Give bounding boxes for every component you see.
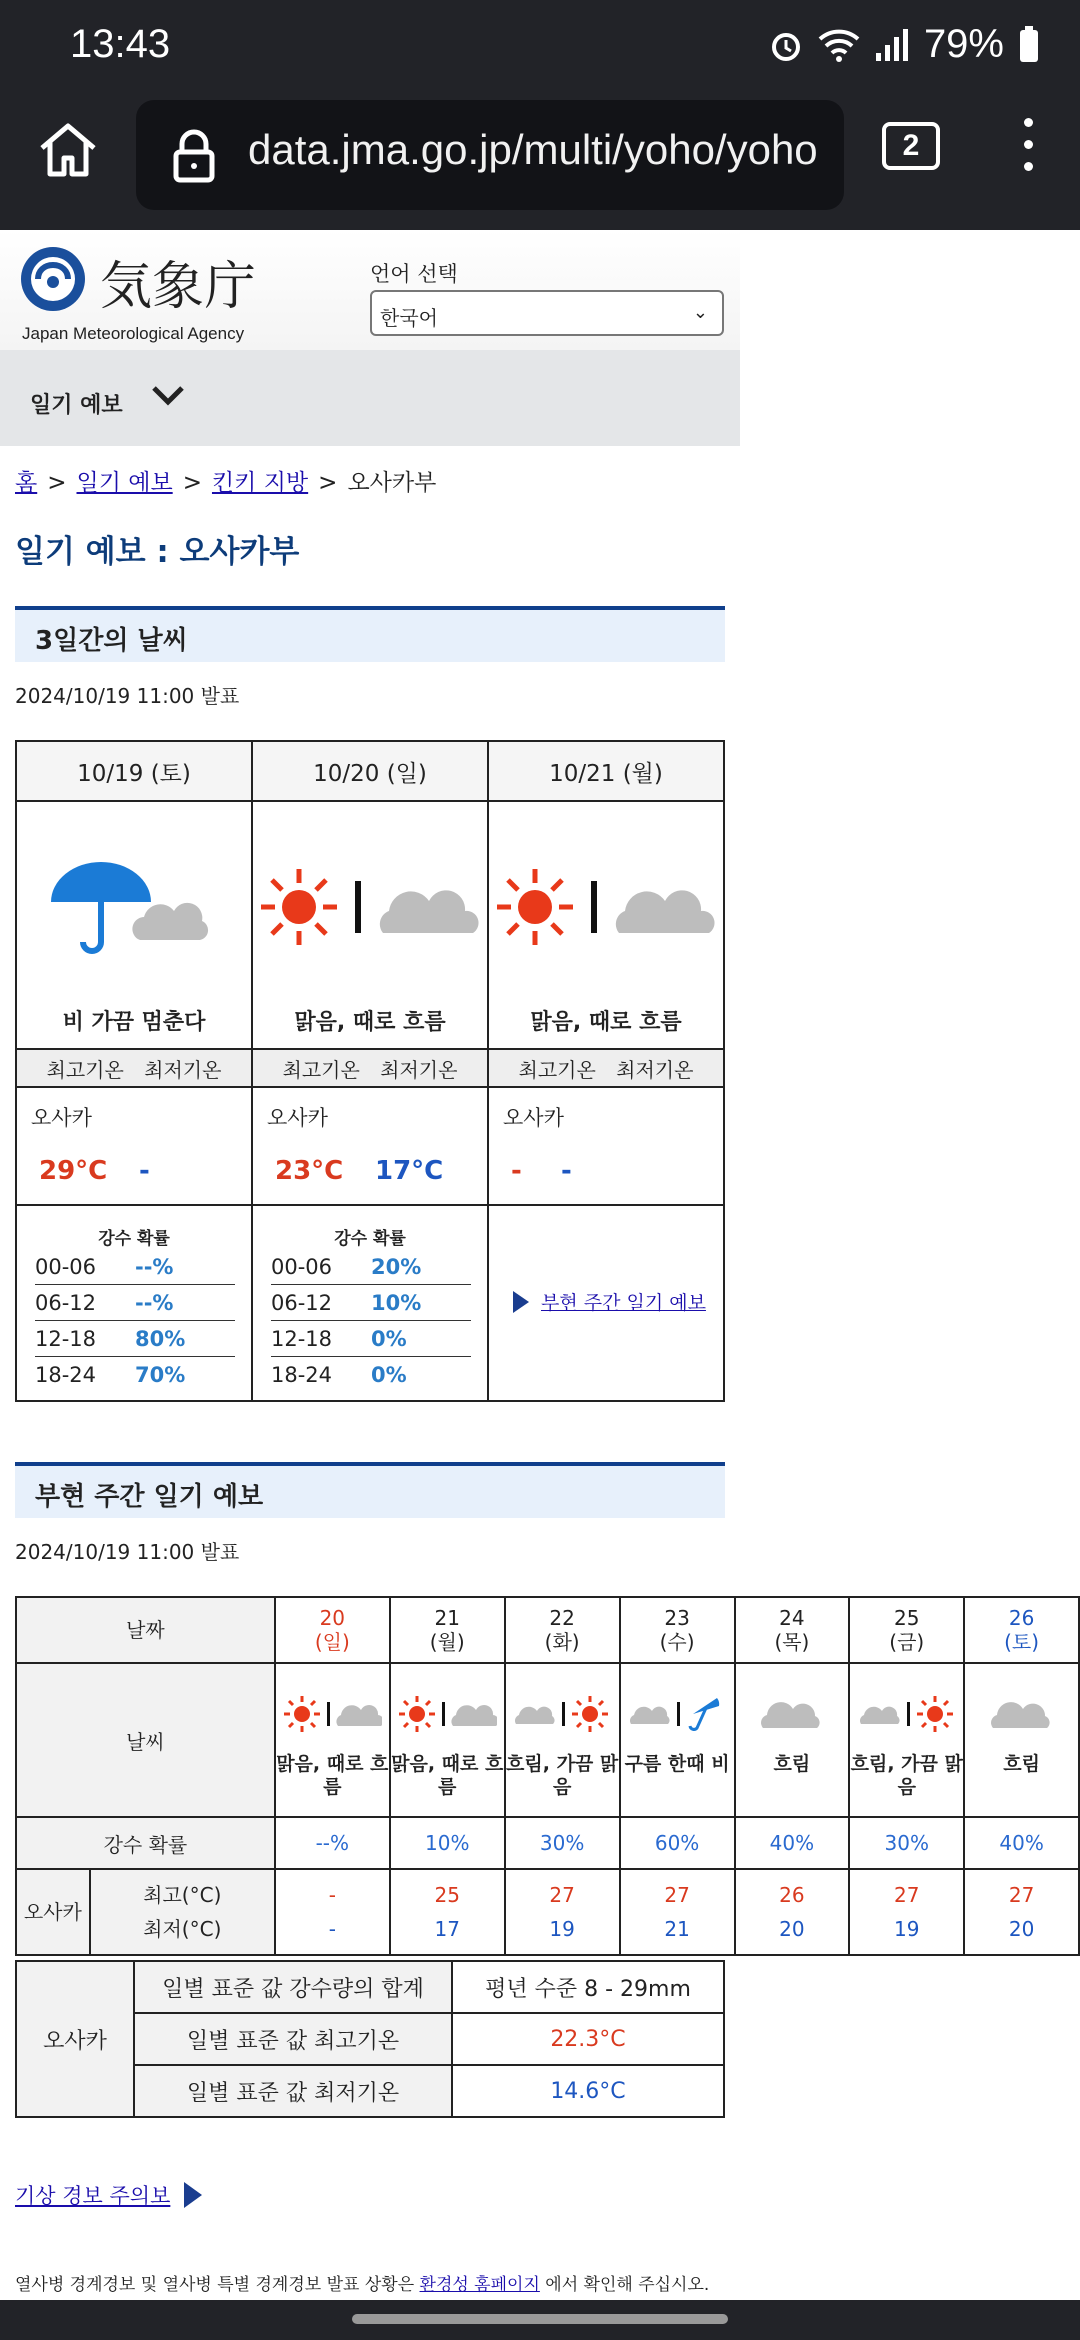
environment-ministry-link[interactable]: 환경성 홈페이지: [419, 2275, 540, 2295]
normals-table: [15, 1960, 725, 2118]
weekly-forecast-link-text[interactable]: 부현 주간 일기 예보: [541, 1292, 706, 1314]
chevron-down-icon: [150, 382, 186, 408]
date-label: 날짜: [16, 1597, 275, 1663]
precip-cell: [488, 1205, 724, 1401]
weather-desc: 흐림, 가끔 맑음: [506, 1753, 619, 1798]
city-label: 오사카: [16, 1869, 90, 1955]
weekly-temp-cell: [505, 1869, 620, 1955]
day-number: 25: [894, 1606, 920, 1630]
normals-label: 일별 표준 값 최고기온: [134, 2013, 452, 2065]
normals-label: 일별 표준 값 강수량의 합계: [134, 1961, 452, 2013]
precip-value: 10%: [390, 1817, 505, 1869]
language-value: 한국어: [380, 306, 438, 330]
precip-value: --%: [275, 1817, 390, 1869]
temp-low: 21: [664, 1917, 690, 1941]
weekly-date-cell: [964, 1597, 1079, 1663]
low-label: 최저(°C): [143, 1917, 222, 1941]
temp-high: -: [511, 1156, 522, 1186]
temp-header: 최고기온 최저기온: [252, 1049, 488, 1087]
sun-cloud-icon: [495, 867, 717, 947]
precip-value: 40%: [964, 1817, 1079, 1869]
signal-icon: [874, 27, 910, 63]
three-day-published: 2024/10/19 11:00 발표: [15, 684, 240, 708]
weekly-weather-cell: [505, 1663, 620, 1817]
weekly-weather-cell: [735, 1663, 850, 1817]
precip-row: 12-18 80%: [35, 1321, 235, 1357]
weather-cell: [488, 801, 724, 1049]
date-cell: 10/21 (월): [488, 741, 724, 801]
weekly-date-cell: [275, 1597, 390, 1663]
lock-icon: [172, 128, 216, 184]
breadcrumb: 홈 > 일기 예보 > 킨키 지방 > 오사카부: [15, 470, 437, 496]
temp-high: 27: [549, 1883, 575, 1907]
weekly-weather-cell: [620, 1663, 735, 1817]
triangle-right-icon: [513, 1291, 529, 1313]
weather-label: 날씨: [16, 1663, 275, 1817]
browser-toolbar: [0, 96, 1080, 230]
precip-cell: [252, 1205, 488, 1401]
day-of-week: (금): [889, 1630, 925, 1654]
weekly-table: [15, 1596, 1080, 1956]
weekly-date-cell: [505, 1597, 620, 1663]
weekly-temp-cell: [275, 1869, 390, 1955]
temp-high: 27: [1008, 1883, 1035, 1907]
language-label: 언어 선택: [370, 262, 458, 286]
precip-value: 40%: [735, 1817, 850, 1869]
weather-desc: 맑음, 때로 흐름: [391, 1753, 504, 1798]
sun-cloud-icon: [397, 1694, 497, 1734]
precip-value: 30%: [505, 1817, 620, 1869]
temp-header: 최고기온 최저기온: [16, 1049, 252, 1087]
day-of-week: (월): [429, 1630, 465, 1654]
weather-desc: 흐림: [1003, 1753, 1040, 1775]
weekly-weather-cell: [390, 1663, 505, 1817]
umbrella-cloud-icon: [49, 857, 219, 957]
precip-row: 12-18 0%: [271, 1321, 471, 1357]
warnings-link-text[interactable]: 기상 경보 주의보: [15, 2184, 171, 2208]
breadcrumb-forecast[interactable]: 일기 예보: [76, 470, 173, 496]
day-of-week: (수): [659, 1630, 695, 1654]
triangle-right-icon: [184, 2182, 202, 2208]
weekly-published: 2024/10/19 11:00 발표: [15, 1540, 240, 1564]
precip-row: 00-06 20%: [271, 1249, 471, 1285]
weekly-heading: 부현 주간 일기 예보: [15, 1462, 725, 1518]
city-name: 오사카: [267, 1106, 328, 1130]
precip-label: 강수 확률: [16, 1817, 275, 1869]
alarm-icon: [768, 27, 804, 63]
temp-cell: [488, 1087, 724, 1205]
temp-high: 25: [434, 1883, 460, 1907]
precip-value: 30%: [849, 1817, 964, 1869]
chevron-down-icon: ⌄: [692, 302, 708, 323]
weekly-temp-cell: [849, 1869, 964, 1955]
day-number: 26: [1008, 1606, 1035, 1630]
temp-cell: [16, 1087, 252, 1205]
weekly-temp-cell: [620, 1869, 735, 1955]
temp-low: 19: [549, 1917, 575, 1941]
footer-note: 열사병 경계경보 및 열사병 특별 경계경보 발표 상황은 환경성 홈페이지 에서 확인해 주십시오.: [15, 2275, 710, 2295]
normals-value: 22.3°C: [452, 2013, 724, 2065]
temp-header: 최고기온 최저기온: [488, 1049, 724, 1087]
page-title: 일기 예보 : 오사카부: [15, 534, 300, 570]
page-content: [0, 230, 1080, 2300]
temp-low: 17°C: [375, 1156, 444, 1186]
cloud-umbrella-icon: [627, 1694, 727, 1734]
temp-low: 20: [1008, 1917, 1035, 1941]
temp-labels: [90, 1869, 275, 1955]
jma-emblem-icon: [18, 244, 88, 314]
day-number: 24: [779, 1606, 805, 1630]
normals-value: 평년 수준 8 - 29mm: [452, 1961, 724, 2013]
weather-desc: 비 가끔 멈춘다: [62, 1010, 206, 1035]
temp-low: 17: [434, 1917, 460, 1941]
precip-row: 06-12 --%: [35, 1285, 235, 1321]
weather-desc: 흐림: [773, 1753, 811, 1775]
weather-cell: [252, 801, 488, 1049]
temp-cell: [252, 1087, 488, 1205]
status-icons: [768, 22, 1040, 67]
weekly-temp-cell: [390, 1869, 505, 1955]
battery-icon: [1018, 26, 1040, 64]
menu-icon[interactable]: [1020, 118, 1036, 188]
date-cell: 10/19 (토): [16, 741, 252, 801]
weather-desc: 맑음, 때로 흐름: [276, 1753, 389, 1798]
forecast-nav-menu[interactable]: [0, 350, 740, 446]
precip-value: 60%: [620, 1817, 735, 1869]
weekly-weather-cell: [964, 1663, 1079, 1817]
language-select[interactable]: [370, 290, 724, 336]
precip-row: 18-24 70%: [35, 1363, 186, 1387]
home-icon[interactable]: [36, 118, 100, 182]
weekly-date-cell: [849, 1597, 964, 1663]
weekly-weather-cell: [849, 1663, 964, 1817]
logo-subtitle: Japan Meteorological Agency: [22, 324, 245, 343]
high-label: 최고(°C): [143, 1883, 222, 1907]
temp-high: 27: [894, 1883, 920, 1907]
day-number: 21: [434, 1606, 460, 1630]
weekly-weather-cell: [275, 1663, 390, 1817]
logo-title: 気象庁: [100, 257, 257, 317]
tab-switcher-button[interactable]: 2: [882, 122, 940, 170]
home-indicator[interactable]: [352, 2314, 728, 2324]
weekly-date-cell: [390, 1597, 505, 1663]
temp-low: 20: [779, 1917, 805, 1941]
weather-desc: 맑음, 때로 흐름: [294, 1010, 446, 1035]
date-cell: 10/20 (일): [252, 741, 488, 801]
cloud-icon: [987, 1694, 1057, 1734]
three-day-heading: 3일간의 날씨: [15, 606, 725, 662]
weather-desc: 흐림, 가끔 맑음: [850, 1753, 963, 1798]
weekly-temp-cell: [735, 1869, 850, 1955]
weather-desc: 구름 한때 비: [624, 1753, 730, 1775]
day-of-week: (화): [544, 1630, 580, 1654]
wifi-icon: [818, 27, 860, 63]
normals-label: 일별 표준 값 최저기온: [134, 2065, 452, 2117]
temp-low: -: [139, 1156, 150, 1186]
weather-cell: [16, 801, 252, 1049]
day-of-week: (토): [1004, 1630, 1040, 1654]
temp-low: -: [561, 1156, 572, 1186]
status-bar: [0, 0, 1080, 96]
weekly-date-cell: [735, 1597, 850, 1663]
url-text: data.jma.go.jp/multi/yoho/yoho: [248, 126, 818, 173]
precip-row: 18-24 0%: [271, 1363, 407, 1387]
breadcrumb-current: 오사카부: [347, 470, 437, 496]
city-name: 오사카: [31, 1106, 92, 1130]
temp-low: -: [328, 1917, 336, 1941]
precip-cell: [16, 1205, 252, 1401]
day-number: 23: [664, 1606, 690, 1630]
precip-row: 00-06 --%: [35, 1249, 235, 1285]
temp-high: 26: [779, 1883, 805, 1907]
battery-percent: 79%: [923, 22, 1004, 66]
temp-low: 19: [894, 1917, 920, 1941]
temp-high: 29°C: [39, 1156, 108, 1186]
normals-value: 14.6°C: [452, 2065, 724, 2117]
day-of-week: (목): [774, 1630, 810, 1654]
nav-label: 일기 예보: [30, 393, 123, 418]
temp-high: 23°C: [275, 1156, 344, 1186]
precip-title: 강수 확률: [334, 1229, 406, 1249]
normals-city: 오사카: [16, 1961, 134, 2117]
weekly-forecast-link[interactable]: [513, 1288, 706, 1315]
weather-desc: 맑음, 때로 흐름: [530, 1010, 682, 1035]
day-number: 22: [549, 1606, 575, 1630]
status-time: 13:43: [70, 22, 171, 66]
cloud-sun-icon: [857, 1694, 957, 1734]
address-bar[interactable]: [136, 100, 844, 210]
weekly-date-cell: [620, 1597, 735, 1663]
temp-high: -: [328, 1883, 336, 1907]
city-name: 오사카: [503, 1106, 564, 1130]
cloud-sun-icon: [512, 1694, 612, 1734]
sun-cloud-icon: [282, 1694, 382, 1734]
day-of-week: (일): [314, 1630, 350, 1654]
breadcrumb-region[interactable]: 킨키 지방: [211, 470, 309, 496]
warnings-link[interactable]: [15, 2180, 202, 2210]
jma-logo[interactable]: [18, 244, 257, 343]
day-number: 20: [319, 1606, 346, 1630]
cloud-icon: [757, 1694, 827, 1734]
precip-row: 06-12 10%: [271, 1285, 471, 1321]
temp-high: 27: [664, 1883, 690, 1907]
sun-cloud-icon: [259, 867, 481, 947]
three-day-table: [15, 740, 725, 1402]
weekly-temp-cell: [964, 1869, 1079, 1955]
precip-title: 강수 확률: [98, 1229, 170, 1249]
site-header: [0, 230, 740, 350]
breadcrumb-home[interactable]: 홈: [15, 470, 38, 496]
gesture-bar: [0, 2300, 1080, 2340]
